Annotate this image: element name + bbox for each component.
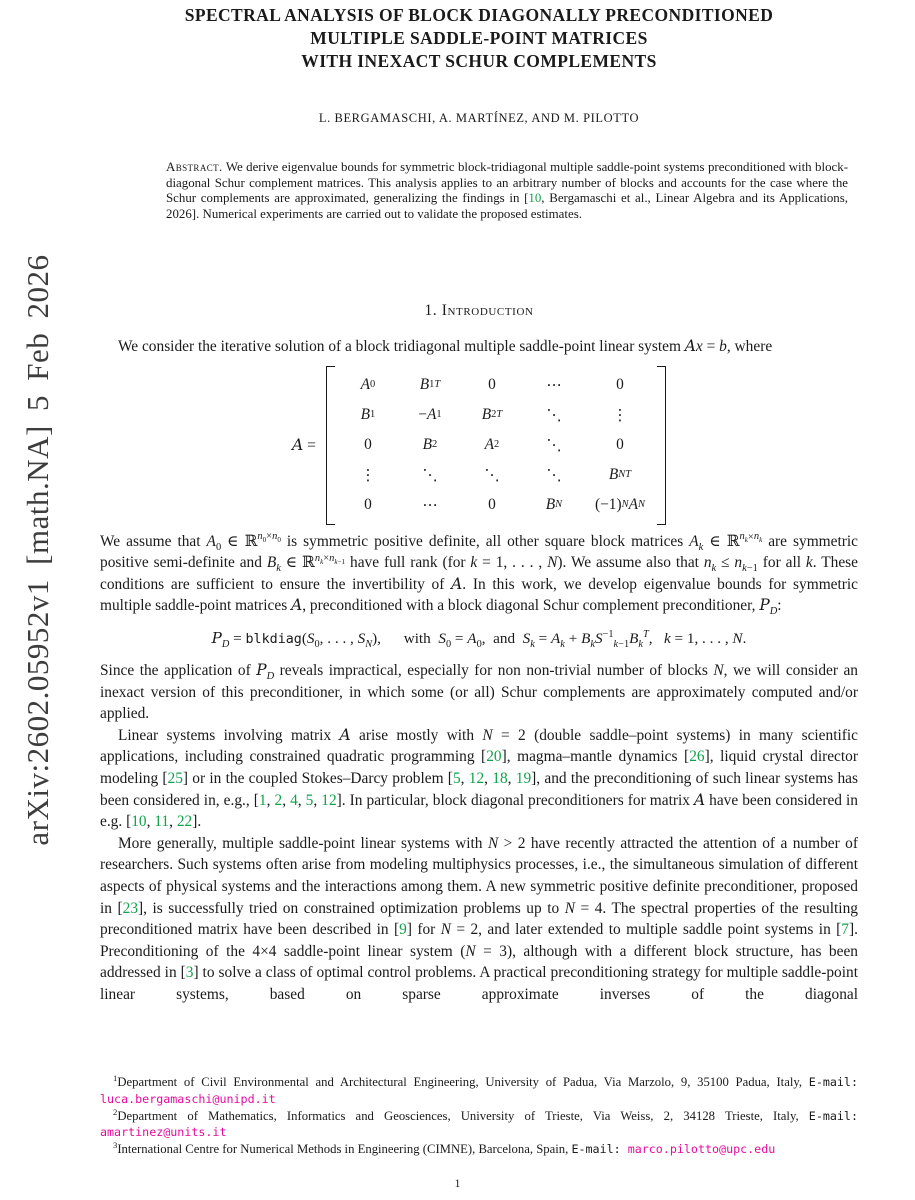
matrix-cell: 0 bbox=[364, 496, 372, 514]
citation-link[interactable]: 12 bbox=[321, 791, 337, 809]
paragraph-more-generally: More generally, multiple saddle-point linear systems with N > 2 have recently attracted the attention of a number of researchers. Such systems often arise from modeling multiphysics processes, i.e., the simultaneous simulation of different aspects of physical systems and the interactions among them. A new symmetric positive definite preconditioner, proposed in [23], is successfully tried on constrained optimization problems up to N = 4. The spectral properties of the resulting preconditioned matrix have been described in [9] for N = 2, and later extended to multiple saddle point systems in [7]. Preconditioning of the 4×4 saddle-point linear system (N = 3), although with a different block structure, has been addressed in [3] to solve a class of optimal control problems. A practical preconditioning strategy for multiple saddle-point linear systems, based on sparse approximate inverses of the diagonal bbox=[100, 834, 858, 1003]
matrix-cell: B 2 bbox=[422, 436, 438, 454]
matrix-cell: ⋱ bbox=[422, 466, 438, 484]
matrix-cell: ⋯ bbox=[546, 376, 562, 394]
matrix-cell: ⋱ bbox=[546, 436, 562, 454]
citation-link[interactable]: 7 bbox=[841, 921, 849, 939]
paper-page bbox=[100, 0, 858, 1182]
matrix-grid bbox=[335, 366, 657, 525]
paper-title-line: WITH INEXACT SCHUR COMPLEMENTS bbox=[301, 51, 657, 71]
footnotes bbox=[100, 1074, 858, 1182]
abstract bbox=[166, 160, 848, 250]
citation-link[interactable]: 5 bbox=[452, 769, 461, 787]
paragraph-assumptions: We assume that $A_0$ ∈ ℝ$^{n_0\times n_0}$ is symmetric positive definite, all other square block matrices $A_k$ ∈ ℝ$^{n_k\times n_k}$ are symmetric positive semi-definite and $B_k$ ∈ ℝ$^{n_k\times n_{k-1}}$ have full rank (for k = 1, . . . , N). We assume also that $n_k \le n_{k-1}$ for all k. These conditions are sufficient to ensure the invertibility of A. In this work, we develop eigenvalue bounds for symmetric multiple saddle-point matrices A, preconditioned with a block diagonal Schur complement preconditioner, $P_D$: bbox=[100, 531, 859, 618]
matrix-cell: ⋮ bbox=[612, 406, 628, 424]
citation-link[interactable]: 25 bbox=[167, 769, 183, 787]
citation-link[interactable]: 19 bbox=[515, 769, 532, 787]
right-bracket bbox=[657, 366, 666, 525]
matrix-cell: ⋮ bbox=[360, 466, 376, 484]
matrix-cell: A 0 bbox=[360, 376, 376, 394]
matrix-cell: A 2 bbox=[484, 436, 500, 454]
email-link[interactable]: amartinez@units.it bbox=[100, 1125, 227, 1140]
page-number: 1 bbox=[454, 1178, 461, 1190]
citation-link[interactable]: 18 bbox=[492, 769, 508, 787]
abstract-label: Abstract. bbox=[166, 160, 223, 174]
matrix-cell: ⋱ bbox=[546, 406, 562, 424]
matrix-lhs: A = bbox=[292, 435, 316, 454]
citation-link[interactable]: 9 bbox=[399, 921, 407, 939]
citation-link[interactable]: 1 bbox=[258, 791, 267, 809]
citation-link[interactable]: 2 bbox=[274, 791, 283, 809]
footnote-affiliation-2: $^2$Department of Mathematics, Informatics and Geosciences, University of Trieste, Via Weiss, 2, 34128 Trieste, Italy, E-mail: amartinez@units.it bbox=[100, 1106, 858, 1140]
matrix-cell: 0 bbox=[616, 436, 624, 454]
matrix-equation bbox=[100, 366, 858, 525]
matrix-cell: 0 bbox=[488, 376, 496, 394]
citation-link[interactable]: 26 bbox=[689, 748, 705, 766]
matrix-cell: 0 bbox=[488, 496, 496, 514]
citation-link[interactable]: 3 bbox=[185, 964, 194, 982]
matrix-cell: B N T bbox=[608, 466, 632, 484]
paper-title bbox=[100, 0, 858, 73]
matrix-cell: (−1) N A N bbox=[594, 496, 645, 514]
preconditioner-formula: $P_D$ = $blkdiag(S_0$, . . . , $S_N$), with $S_0 = A_0$, and $S_k = A_k + B_kS^{-1}_{k-1}B_k^T$, k = 1, . . . , N. bbox=[211, 628, 747, 650]
matrix-cell: B 1 bbox=[360, 406, 376, 424]
authors-line: L. BERGAMASCHI, A. MARTÍNEZ, AND M. PILOTTO bbox=[318, 111, 640, 125]
paragraph-applications: Linear systems involving matrix A arise mostly with N = 2 (double saddle–point systems) in many scientific applications, including constrained quadratic programming [20], magma–mantle dynamics [26], liquid crystal director modeling [25] or in the coupled Stokes–Darcy problem [5, 12, 18, 19], and the preconditioning of such linear systems has been considered in, e.g., [1, 2, 4, 5, 12]. In particular, block diagonal preconditioners for matrix A have been considered in e.g. [10, 11, 22]. bbox=[100, 725, 858, 831]
abstract-text: We derive eigenvalue bounds for symmetric block-tridiagonal multiple saddle-point systems preconditioned with block-diagonal Schur complement matrices. This analysis applies to an arbitrary number of blocks and accounts for the case where the Schur complements are approximated, generalizing the findings in [10, Bergamaschi et al., Linear Algebra and its Applications, 2026]. Numerical experiments are carried out to validate the proposed estimates. bbox=[166, 160, 848, 221]
citation-link[interactable]: 11 bbox=[154, 813, 170, 831]
section-heading-introduction: 1. Introduction bbox=[424, 302, 534, 319]
paper-title-line: SPECTRAL ANALYSIS OF BLOCK DIAGONALLY PRECONDITIONED bbox=[184, 5, 774, 25]
citation-link[interactable]: 10 bbox=[131, 813, 147, 831]
matrix-cell: ⋯ bbox=[422, 496, 438, 514]
matrix-cell: 0 bbox=[616, 376, 624, 394]
matrix-cell: ⋱ bbox=[546, 466, 562, 484]
paper-title-line: MULTIPLE SADDLE-POINT MATRICES bbox=[310, 28, 648, 48]
citation-link[interactable]: 20 bbox=[486, 748, 502, 766]
matrix-cell: B N bbox=[545, 496, 563, 514]
email-link[interactable]: marco.pilotto@upc.edu bbox=[627, 1142, 776, 1157]
matrix-cell: − A 1 bbox=[418, 406, 442, 424]
citation-link[interactable]: 23 bbox=[122, 899, 139, 917]
matrix-cell: B 1 T bbox=[419, 376, 441, 394]
left-bracket bbox=[326, 366, 335, 525]
footnote-affiliation-3: $^3$International Centre for Numerical Methods in Engineering (CIMNE), Barcelona, Spain, E-mail: marco.pilotto@upc.edu bbox=[113, 1139, 776, 1157]
footnote-affiliation-1: $^1$Department of Civil Environmental and Architectural Engineering, University of Padua, Via Marzolo, 9, 35100 Padua, Italy, E-mail: luca.bergamaschi@unipd.it bbox=[100, 1072, 858, 1106]
paragraph-intro: We consider the iterative solution of a block tridiagonal multiple saddle-point linear system Ax = b, where bbox=[118, 337, 773, 355]
citation-link[interactable]: 12 bbox=[468, 769, 485, 787]
citation-link[interactable]: 5 bbox=[305, 791, 314, 809]
matrix-cell: B 2 T bbox=[481, 406, 503, 424]
paragraph-inexact: Since the application of $P_D$ reveals impractical, especially for non non-trivial number of blocks N, we will consider an inexact version of this preconditioner, in which some (or all) Schur complements are approximately computed and/or applied. bbox=[100, 660, 858, 723]
arxiv-watermark: arXiv:2602.05952v1 [math.NA] 5 Feb 2026 bbox=[20, 254, 55, 846]
matrix-cell: 0 bbox=[364, 436, 372, 454]
email-link[interactable]: luca.bergamaschi@unipd.it bbox=[100, 1091, 276, 1106]
citation-link[interactable]: 4 bbox=[290, 791, 298, 809]
citation-link[interactable]: 10 bbox=[528, 191, 542, 205]
citation-link[interactable]: 22 bbox=[176, 813, 193, 831]
matrix-cell: ⋱ bbox=[484, 466, 500, 484]
